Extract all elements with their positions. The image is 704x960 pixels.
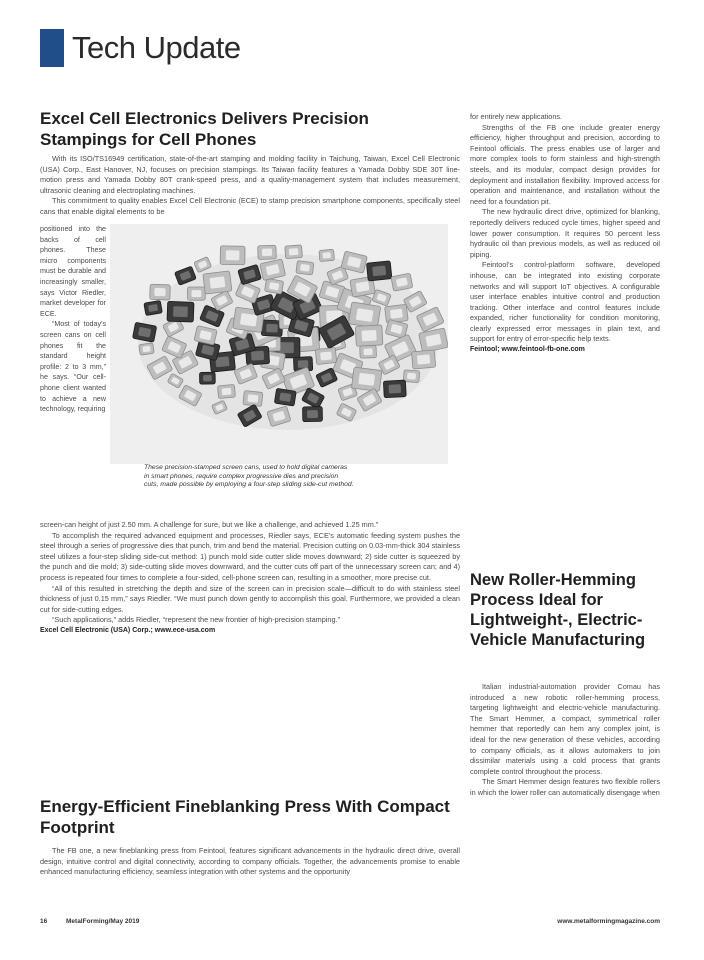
screen-can [360,345,377,358]
screen-can [355,325,383,346]
paragraph: This commitment to quality enables Excel Cell Electronic (ECE) to stamp precision smartphone components, specifically steel cans that enable digital elements to be [40,196,460,216]
screen-can [264,278,283,294]
screen-can [218,384,236,398]
paragraph: The new hydraulic direct drive, optimized for blanking, reportedly delivers reduced cycle times, higher speed and lower power consumption. It requires 50 percent less hydraulic oil than previous models, as well as reduced oil piping. [470,207,660,259]
paragraph: To accomplish the required advanced equipment and processes, Riedler says, ECE’s automatic feeding system pushes the steel through a series of progressive dies that punch, trim and bend the material. Precision cutting on 0.03-mm-thick 304 stainless steel utilizes a four-step sliding side-cut method: 1) punch mold side cutter slide moves downward; 2) side cutter is squeezed by the punch and die mold; 3) side-cutting slide moves downward, and the cutter cuts off part of the unnecessary screen can; and 4) process is repeated four times to complete a four-sided, cell-phone screen can, resulting in a smoother, more precise cut. [40,530,460,582]
article-headline-roller-hemming: New Roller-Hemming Process Ideal for Lightweight-, Electric-Vehicle Manufacturing [470,571,646,649]
paragraph: positioned into the backs of cell phones. These micro components must be durable and increasingly smaller, says Victor Riedler, market developer for ECE. [40,225,106,318]
screen-can [315,347,337,364]
article-body-fineblanking [40,846,460,878]
paragraph: “All of this resulted in stretching the depth and size of the screen can in precision scale—difficult to do with stainless steel thickness of just 0.15 mm,” says Riedler. “We must punch down gently to accomplish this goal. Furthermore, we provided a clean cut for side-cutting edges. [40,583,460,614]
screen-can [403,370,419,383]
photo-caption: These precision-stamped screen cans, used to hold digital cameras in smart phones, require complex progressive dies and precision cuts, made possible by employing a four-step sliding side-cut method. [144,464,354,489]
publication-url[interactable]: www.metalformingmagazine.com [557,918,660,925]
paragraph: “Such applications,” adds Riedler, “represent the new frontier of high-precision stamping.” [52,615,340,625]
screen-can [285,245,303,259]
screen-can [348,302,380,328]
article-credit: Excel Cell Electronic (USA) Corp.; www.ece-usa.com [40,626,216,634]
article-body-excel-cell-top [40,154,460,218]
screen-can [303,407,323,422]
screen-can [274,388,296,406]
screen-can [200,372,216,384]
screen-can [411,350,435,369]
paragraph: “Most of today’s screen cans on cell phones fit the standard height profile: 2 to 3 mm,” he says. “Our cell-phone client wanted to achieve a new technology, requiring [40,320,106,414]
paragraph: The FB one, a new fineblanking press from Feintool, features significant advancements in the hydraulic direct drive, overall design, intuitive control and digital connectivity, according to company officials. Together, the advancements promise to enable enhanced manufacturing efficiency, seamless integration with other systems and the opportunity [40,846,460,877]
screen-can [296,261,314,275]
article-headline-excel-cell: Excel Cell Electronics Delivers Precision Stampings for Cell Phones [40,109,369,149]
paragraph: screen-can height of just 2.50 mm. A challenge for sure, but we like a challenge, and achieved 1.25 mm.” [40,520,379,529]
paragraph: for entirely new applications. [470,112,563,121]
paragraph: Feintool’s control-platform software, developed inhouse, can be integrated into existing corporate networks and will support IoT objectives. A configurable user interface enables intuitive control and production tracking. Other interface and control features include expanded, richer functionality for condition monitoring, clearly expressed error messages in plain text, and support for entry of error-specific help texts. [470,260,660,344]
paragraph: Italian industrial-automation provider Comau has introduced a new robotic roller-hemming process, targeting lightweight and electric-vehicle manufacturing. The Smart Hemmer, a compact, symmetrical roller hemmer that reportedly can hem any complex joint, is ideal for the new generation of these vehicles, according to company officials, as it allows automakers to join dissimilar materials using a cold process that grants complete control throughout the process. [470,682,660,776]
page-number: 16 [40,918,48,925]
screen-can [167,301,194,322]
article-body-excel-cell-narrow [40,224,106,415]
screen-can [144,300,163,315]
paragraph: With its ISO/TS16949 certification, state-of-the-art stamping and molding facility in Taichung, Taiwan, Excel Cell Electronic (USA) Corp., East Hanover, NJ, focuses on precision stampings. Its Taiwan facility features a Yamada Dobby SDE 30T line-motion press and Yamada Dobby 80T crank-speed press, and a quality-management system that includes measurement, ultrasonic cleaning and electroplating machines. [40,154,460,195]
screen-can [188,287,206,300]
screen-can [258,245,277,259]
screen-can [351,367,381,391]
screen-can [203,271,232,294]
screen-cans-photo [110,224,448,464]
screen-can [383,380,406,398]
article-body-fineblanking-continued [470,112,660,356]
article-body-roller-hemming [470,682,660,799]
screen-cans-illustration [110,224,448,464]
screen-can [366,261,392,281]
article-headline-fineblanking: Energy-Efficient Fineblanking Press With Compact Footprint [40,797,450,837]
section-header [40,26,241,70]
screen-can [139,343,154,355]
screen-can [319,249,335,261]
section-title: Tech Update [72,30,241,65]
screen-can [385,304,409,323]
paragraph: Strengths of the FB one include greater energy efficiency, higher throughput and precision, according to Feintool officials. The press enables use of larger and more complex tools to form stainless and high-strength steels, and its modular, compact design provides for deployment and installation flexibility. Improved access for operation and maintenance, and installation without the need for a foundation pit. [470,122,660,206]
screen-can [150,284,171,300]
screen-can [243,391,263,407]
section-header-bar [40,29,64,67]
article-credit: Feintool; www.feintool-fb-one.com [470,346,585,354]
publication-name: MetalForming/May 2019 [66,918,140,925]
paragraph: The Smart Hemmer design features two flexible rollers in which the lower roller can automatically disengage when [470,777,660,797]
article-body-excel-cell-bottom [40,520,460,637]
screen-can [220,246,245,265]
screen-can [391,273,413,291]
